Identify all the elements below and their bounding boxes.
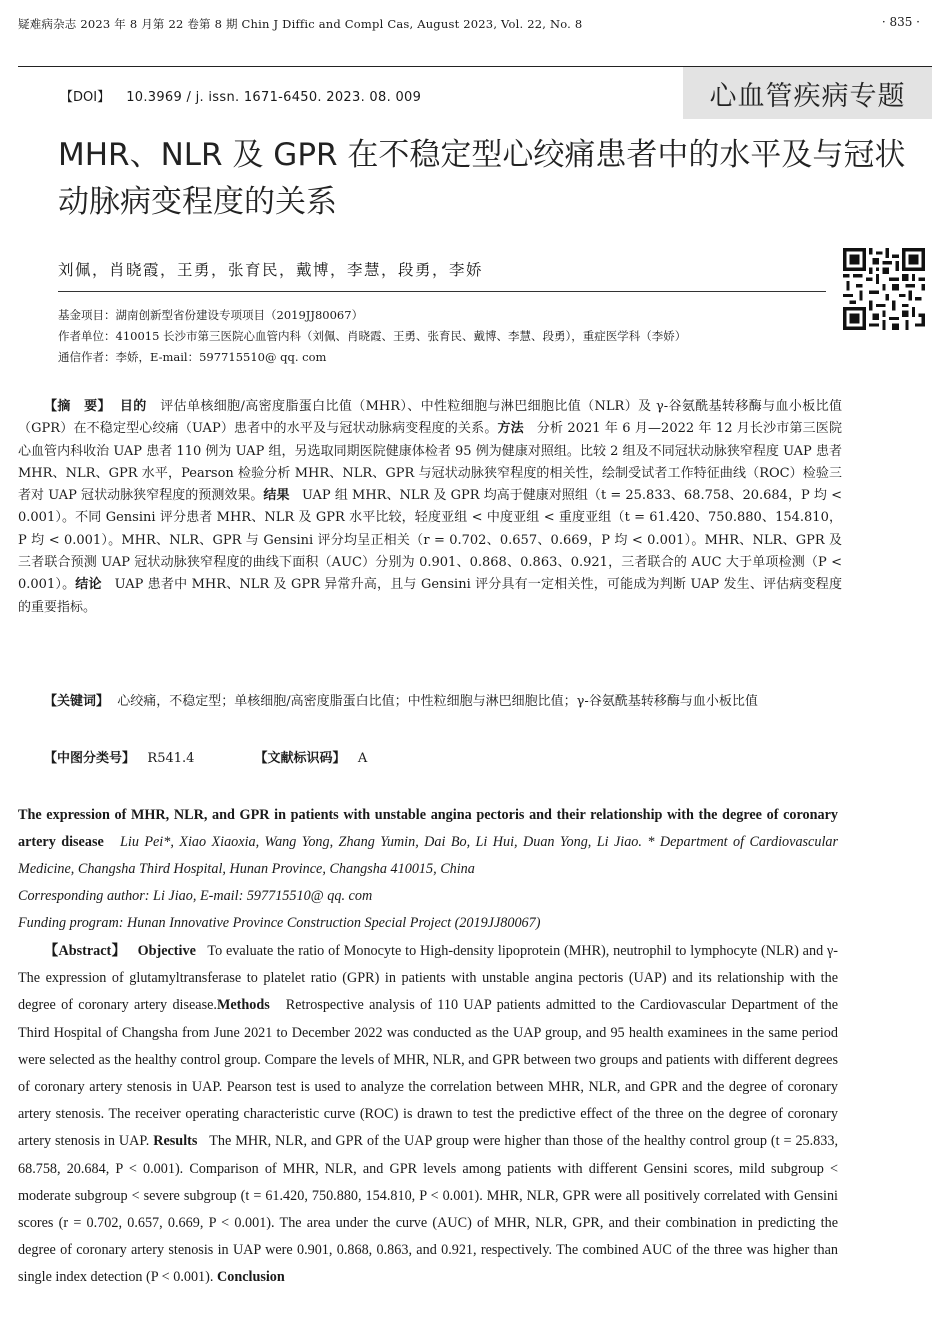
zh-conclusion-label: 结论 <box>75 577 102 593</box>
en-objective: To evaluate the ratio of Monocyte to High-density lipoprotein (MHR), neutrophil to lymphocyte (NLR) and γ- The expression of glutamyltransferase to platelet ratio (GPR) in patients with unstable angina pectoris (UAP) and its relationship with the degree of coronary artery disease. <box>18 943 838 1014</box>
zh-methods-label: 方法 <box>497 421 524 437</box>
zh-keywords-label: 【关键词】 <box>44 694 110 709</box>
en-conclusion-label: Conclusion <box>216 1269 285 1286</box>
doi-value[interactable]: 10.3969 / j. issn. 1671-6450. 2023. 08. 009 <box>126 90 422 105</box>
clc-value: R541.4 <box>147 751 195 766</box>
zh-methods: 分析 2021 年 6 月—2022 年 12 月长沙市第三医院心血管内科收治 UAP 患者 110 例为 UAP 组，另选取同期医院健康体检者 95 例为健康对照组。比较 2 组及不同冠状动脉狭窄程度 UAP 患者 MHR、NLR、GPR 水平，Pearson 检验分析 MHR、NLR、GPR 与冠状动脉狭窄程度的相关性，绘制受试者工作特征曲线（ROC）检验三者对 UAP 冠状动脉狭窄程度的预测效果。 <box>18 421 842 504</box>
classification-line <box>44 747 367 766</box>
en-authors: Liu Pei*, Xiao Xiaoxia, Wang Yong, Zhang Yumin, Dai Bo, Li Hui, Duan Yong, Li Jiao. <box>120 834 642 850</box>
running-head: 疑难病杂志 2023 年 8 月第 22 卷第 8 期 Chin J Diffic and Compl Cas, August 2023, Vol. 22, No. 8 <box>18 17 583 31</box>
en-abstract-label: 【Abstract】 <box>44 943 127 959</box>
en-title: The expression of MHR, NLR, and GPR in patients with unstable angina pectoris and their relationship with the degree of coronary artery disease <box>18 807 838 850</box>
en-results: The MHR, NLR, and GPR of the UAP group were higher than those of the healthy control group (t = 25.833, 68.758, 20.684, P < 0.001). Comparison of MHR, NLR, and GPR levels among patients with different Gensini scores, mild subgroup < moderate subgroup < severe subgroup (t = 61.420, 750.880, 154.810, P < 0.001). MHR, NLR, GPR were all positively correlated with Gensini scores (r = 0.702, 0.657, 0.669, P < 0.001). The area under the curve (AUC) of MHR, NLR, GPR, and their combination in predicting the degree of coronary artery stenosis in UAP were 0.901, 0.868, 0.863, and 0.921, respectively. The combined AUC of the three was higher than single index detection (P < 0.001). <box>18 1133 839 1286</box>
fund-info: 基金项目：湖南创新型省份建设专项项目（2019JJ80067） <box>58 308 364 322</box>
topic-banner: 心血管疾病专题 <box>683 67 932 119</box>
doc-code-value: A <box>357 751 368 766</box>
page-number: · 835 · <box>881 15 920 29</box>
en-results-label: Results <box>153 1133 198 1150</box>
en-methods-label: Methods <box>216 997 270 1014</box>
en-objective-label: Objective <box>137 943 196 959</box>
doc-code-label: 【文献标识码】 <box>254 751 346 766</box>
section-rule <box>58 291 826 292</box>
qr-code-icon <box>843 248 925 330</box>
zh-results-label: 结果 <box>263 488 290 504</box>
clc-label: 【中图分类号】 <box>44 751 136 766</box>
en-methods: Retrospective analysis of 110 UAP patients admitted to the Cardiovascular Department of the Third Hospital of Changsha from June 2021 to December 2022 was conducted as the UAP group, and 95 health examinees in the same period were selected as the healthy control group. Compare the levels of MHR, NLR, and GPR between two groups and patients with different degrees of coronary artery stenosis in UAP. Pearson test is used to analyze the correlation between MHR, NLR, and GPR and the degree of coronary artery stenosis. The receiver operating characteristic curve (ROC) is drawn to test the predictive effect of the three on the degree of coronary artery stenosis in UAP. <box>18 997 839 1150</box>
en-funding: Funding program: Hunan Innovative Province Construction Special Project (2019JJ80067) <box>18 915 541 931</box>
english-abstract <box>18 938 838 1292</box>
doi-label: 【DOI】 <box>60 90 111 105</box>
zh-results: UAP 组 MHR、NLR 及 GPR 均高于健康对照组（t = 25.833、68.758、20.684，P 均 < 0.001）。不同 Gensini 评分患者 MHR、NLR 及 GPR 水平比较，轻度亚组 < 中度亚组 < 重度亚组（t = 61.420、750.880、154.810，P 均 < 0.001）。MHR、NLR、GPR 与 Gensini 评分均呈正相关（r = 0.702、0.657、0.669，P 均 < 0.001）。MHR、NLR、GPR 及三者联合预测 UAP 冠状动脉狭窄程度的曲线下面积（AUC）分别为 0.901、0.868、0.863、0.921，三者联合的 AUC 大于单项检测（P < 0.001）。 <box>18 488 842 593</box>
doi-line <box>60 86 421 105</box>
zh-keywords: 心绞痛，不稳定型；单核细胞/高密度脂蛋白比值；中性粒细胞与淋巴细胞比值；γ-谷氨酰基转移酶与血小板比值 <box>117 694 758 709</box>
zh-objective: 评估单核细胞/高密度脂蛋白比值（MHR）、中性粒细胞与淋巴细胞比值（NLR）及 γ-谷氨酰基转移酶与血小板比值（GPR）在不稳定型心绞痛（UAP）患者中的水平及与冠状动脉病变程度的关系。 <box>18 399 842 437</box>
author-list: 刘佩，肖晓霞，王勇，张育民，戴博，李慧，段勇，李娇 <box>58 261 484 279</box>
zh-abstract-label: 【摘 要】 <box>44 399 111 414</box>
english-header <box>18 802 838 937</box>
chinese-abstract <box>18 396 842 619</box>
corresponding-info: 通信作者：李娇，E-mail：597715510@ qq. com <box>58 350 327 364</box>
article-title: MHR、NLR 及 GPR 在不稳定型心绞痛患者中的水平及与冠状动脉病变程度的关系 <box>58 137 906 220</box>
en-affiliation: * Department of Cardiovascular Medicine, Changsha Third Hospital, Hunan Province, Changsha 410015, China <box>18 834 839 877</box>
affiliation-info: 作者单位：410015 长沙市第三医院心血管内科（刘佩、肖晓霞、王勇、张育民、戴博、李慧、段勇），重症医学科（李娇） <box>58 329 687 343</box>
en-corresponding: Corresponding author: Li Jiao, E-mail: 597715510@ qq. com <box>18 888 373 904</box>
article-meta <box>58 305 686 368</box>
chinese-keywords <box>18 691 842 713</box>
zh-conclusion: UAP 患者中 MHR、NLR 及 GPR 异常升高，且与 Gensini 评分具有一定相关性，可能成为判断 UAP 发生、评估病变程度的重要指标。 <box>18 577 842 615</box>
zh-objective-label: 目的 <box>119 399 147 414</box>
